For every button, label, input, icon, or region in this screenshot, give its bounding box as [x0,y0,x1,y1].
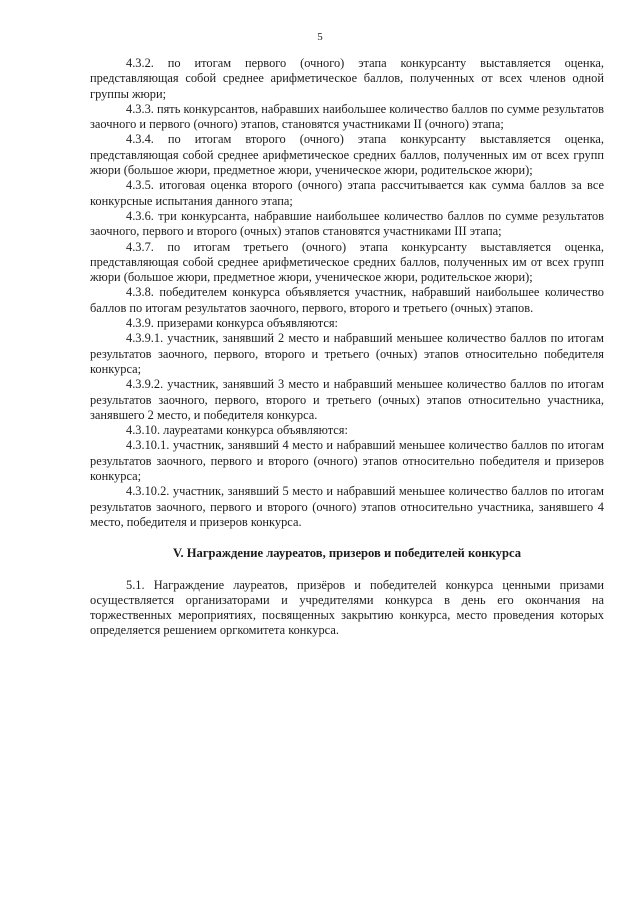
page-number: 5 [317,31,323,43]
document-body [90,56,604,639]
paragraph-4-3-10: 4.3.10. лауреатами конкурса объявляются: [126,423,348,438]
paragraph-4-3-6: 4.3.6. три конкурсанта, набравшие наибольшее количество баллов по сумме результатов заочного, первого и второго (очных) этапов становятся участниками III этапа; [90,208,604,239]
paragraph-4-3-4: 4.3.4. по итогам второго (очного) этапа конкурсанту выставляется оценка, представляющая собой среднее арифметическое средних баллов, полученных им от всех групп жюри (большое жюри, предметное жюри, ученическое жюри, родительское жюри); [90,132,604,178]
paragraph-4-3-9: 4.3.9. призерами конкурса объявляются: [126,316,338,331]
paragraph-5-1: 5.1. Награждение лауреатов, призёров и победителей конкурса ценными призами осуществляется организаторами и учредителями конкурса в день его окончания на торжественных мероприятиях, посвященных закрытию конкурса, место проведения которых определяется решением оргкомитета конкурса. [90,577,604,638]
paragraph-4-3-10-2: 4.3.10.2. участник, занявший 5 место и набравший меньшее количество баллов по итогам результатов заочного, первого и второго (очного) этапов относительно участника, занявшего 4 место, победителя и призеров конкурса. [90,484,604,529]
paragraph-4-3-9-1: 4.3.9.1. участник, занявший 2 место и набравший меньшее количество баллов по итогам результатов заочного, первого, второго и третьего (очных) этапов относительно победителя конкурса; [90,331,604,376]
paragraph-4-3-3: 4.3.3. пять конкурсантов, набравших наибольшее количество баллов по сумме результатов заочного и первого (очного) этапов, становятся участниками II (очного) этапа; [90,101,604,132]
paragraph-4-3-10-1: 4.3.10.1. участник, занявший 4 место и набравший меньшее количество баллов по итогам результатов заочного, первого и второго (очного) этапов относительно победителя и призеров конкурса; [90,438,604,484]
paragraph-4-3-8: 4.3.8. победителем конкурса объявляется участник, набравший наибольшее количество баллов по итогам результатов заочного, первого, второго и третьего (очных) этапов. [90,285,604,315]
paragraph-4-3-2: 4.3.2. по итогам первого (очного) этапа конкурсанту выставляется оценка, представляющая собой среднее арифметическое баллов, полученных от всех членов одной группы жюри; [90,56,604,101]
section-heading: V. Награждение лауреатов, призеров и победителей конкурса [172,546,522,561]
paragraph-4-3-5: 4.3.5. итоговая оценка второго (очного) этапа рассчитывается как сумма баллов за все конкурсные испытания данного этапа; [90,178,604,208]
paragraph-4-3-7: 4.3.7. по итогам третьего (очного) этапа конкурсанту выставляется оценка, представляющая собой среднее арифметическое средних баллов, полученных им от всех групп жюри (большое жюри, предметное жюри, ученическое жюри, родительское жюри); [90,239,604,285]
paragraph-4-3-9-2: 4.3.9.2. участник, занявший 3 место и набравший меньшее количество баллов по итогам результатов заочного, первого, второго и третьего (очных) этапов относительно участника, занявшего 2 место, и победителя конкурса. [90,377,604,422]
